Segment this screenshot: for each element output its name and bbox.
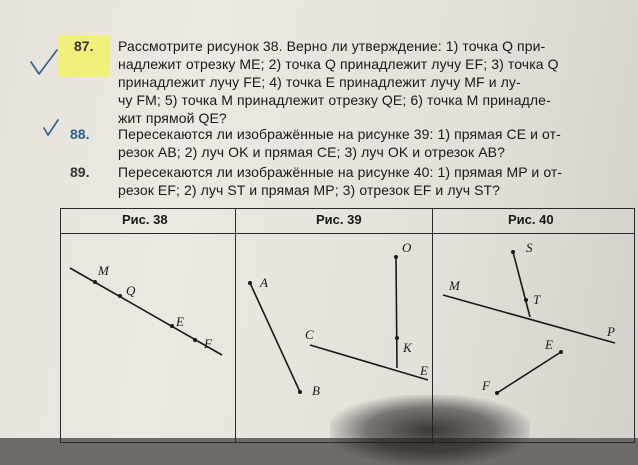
- problem-number: 88.: [70, 126, 90, 142]
- label-m: M: [98, 263, 109, 278]
- label-s: S: [526, 240, 533, 255]
- problem-number: 89.: [70, 164, 90, 180]
- label-e: E: [420, 363, 428, 378]
- label-f: F: [482, 378, 490, 393]
- point-m: [93, 280, 97, 284]
- line-mp: [443, 295, 615, 343]
- label-q: Q: [126, 283, 136, 298]
- figure-title: Рис. 38: [122, 212, 168, 227]
- segment-ef: [497, 352, 561, 393]
- figure-title: Рис. 39: [316, 212, 362, 227]
- label-e: E: [545, 337, 553, 352]
- label-f: F: [204, 336, 212, 351]
- segment-ab: [250, 283, 300, 392]
- label-e: E: [176, 314, 184, 329]
- problem-number: 87.: [74, 38, 94, 54]
- point-q: [118, 294, 122, 298]
- point-t: [524, 298, 528, 302]
- point-s: [511, 250, 515, 254]
- problem-text-line: резок AB; 2) луч OK и прямая CE; 3) луч OK и отрезок AB?: [118, 144, 505, 160]
- label-m: M: [449, 278, 460, 293]
- point-e: [559, 350, 563, 354]
- problem-text-line: жит прямой QE?: [118, 110, 227, 126]
- label-b: B: [312, 383, 320, 398]
- point-e: [170, 324, 174, 328]
- point-o: [394, 255, 398, 259]
- label-a: A: [260, 275, 268, 290]
- point-f: [193, 338, 197, 342]
- problem-text-line: чу FM; 5) точка M принадлежит отрезку QE; 6) точка M принадле-: [118, 92, 551, 108]
- problem-text-line: резок EF; 2) луч ST и прямая MP; 3) отрезок EF и луч ST?: [118, 182, 501, 198]
- point-a: [248, 281, 252, 285]
- point-b: [298, 390, 302, 394]
- label-o: O: [402, 240, 412, 255]
- problem-text-line: принадлежит лучу FE; 4) точка E принадлежит лучу MF и лу-: [118, 74, 521, 90]
- label-t: T: [533, 292, 541, 307]
- ray-ok: [396, 257, 397, 368]
- label-c: C: [305, 327, 314, 342]
- ray-st: [513, 252, 530, 317]
- label-k: K: [403, 340, 412, 355]
- finger-shadow: [330, 395, 530, 465]
- point-k: [395, 336, 399, 340]
- figure-title: Рис. 40: [508, 212, 554, 227]
- problem-text-line: Пересекаются ли изображённые на рисунке 39: 1) прямая CE и от-: [118, 126, 561, 142]
- line-mf: [70, 268, 222, 355]
- problem-text-line: Рассмотрите рисунок 38. Верно ли утверждение: 1) точка Q при-: [118, 38, 546, 54]
- problem-text-line: Пересекаются ли изображённые на рисунке 40: 1) прямая MP и от-: [118, 164, 563, 180]
- problem-text-line: надлежит отрезку ME; 2) точка Q принадлежит лучу EF; 3) точка Q: [118, 56, 559, 72]
- label-p: P: [607, 324, 615, 339]
